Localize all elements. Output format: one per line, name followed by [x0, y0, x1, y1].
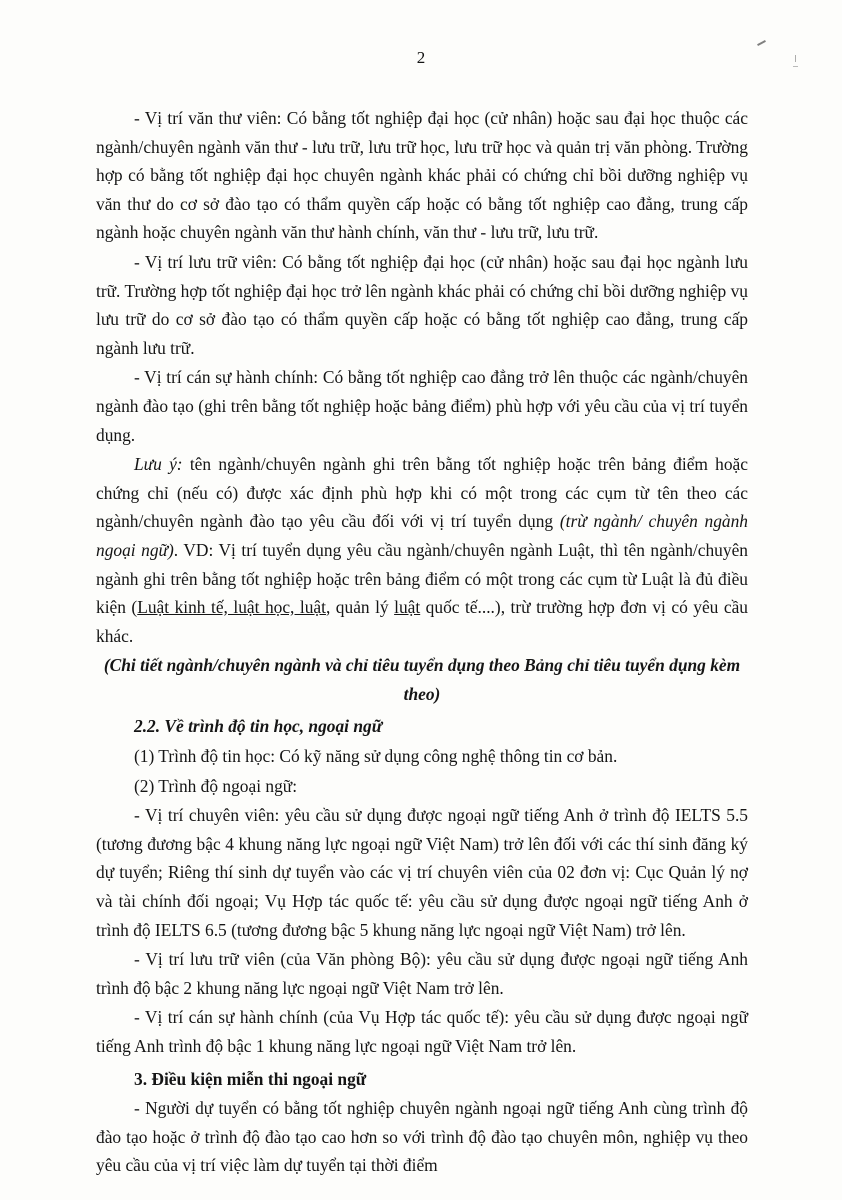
paragraph-can-su-hanh-chinh: - Vị trí cán sự hành chính: Có bằng tốt nghiệp cao đẳng trở lên thuộc các ngành/chuyên ngành đào tạo (ghi trên bằng tốt nghiệp hoặc bảng điểm) phù hợp với yêu cầu của vị trí tuyển dụng.	[96, 367, 748, 445]
note-text-4: quốc tế....), trừ trường hợp đơn vị có yêu cầu khác.	[96, 597, 748, 646]
note-underline-2: luật	[394, 597, 421, 618]
paragraph-luu-y	[96, 450, 748, 650]
note-label: Lưu ý:	[134, 454, 183, 475]
paragraph-luu-tru-vien: - Vị trí lưu trữ viên: Có bằng tốt nghiệp đại học (cử nhân) hoặc sau đại học ngành lưu trữ. Trường hợp tốt nghiệp đại học trở lên ngành khác phải có chứng chỉ bồi dưỡng nghiệp vụ lưu trữ do cơ sở đào tạo có thẩm quyền cấp hoặc có bằng tốt nghiệp cao đẳng, trung cấp ngành lưu trữ.	[96, 251, 748, 358]
note-underline-1: Luật kinh tế, luật học, luật	[137, 597, 326, 618]
paragraph-chuyen-vien: - Vị trí chuyên viên: yêu cầu sử dụng được ngoại ngữ tiếng Anh ở trình độ IELTS 5.5 (tương đương bậc 4 khung năng lực ngoại ngữ Việt Nam) trở lên đối với các thí sinh đăng ký dự tuyển; Riêng thí sinh dự tuyển vào các vị trí chuyên viên của 02 đơn vị: Cục Quản lý nợ và tài chính đối ngoại; Vụ Hợp tác quốc tế: yêu cầu sử dụng được ngoại ngữ tiếng Anh ở trình độ IELTS 6.5 (tương đương bậc 5 khung năng lực ngoại ngữ Việt Nam) trở lên.	[96, 805, 748, 940]
heading-2-2: 2.2. Về trình độ tin học, ngoại ngữ	[134, 716, 383, 737]
paragraph-mien-thi: - Người dự tuyển có bằng tốt nghiệp chuyên ngành ngoại ngữ tiếng Anh cùng trình độ đào tạo hoặc ở trình độ đào tạo cao hơn so với trình độ đào tạo chuyên môn, nghiệp vụ theo yêu cầu của vị trí việc làm dự tuyển tại thời điểm	[96, 1098, 748, 1176]
page-number: 2	[416, 48, 426, 67]
paragraph-chi-tiet-nganh: (Chi tiết ngành/chuyên ngành và chỉ tiêu tuyển dụng theo Bảng chỉ tiêu tuyển dụng kèm theo)	[103, 655, 741, 704]
paragraph-luu-tru-vien-ngoai-ngu: - Vị trí lưu trữ viên (của Văn phòng Bộ): yêu cầu sử dụng được ngoại ngữ tiếng Anh trình độ bậc 2 khung năng lực ngoại ngữ Việt Nam trở lên.	[96, 949, 748, 998]
paragraph-tin-hoc: (1) Trình độ tin học: Có kỹ năng sử dụng công nghệ thông tin cơ bản.	[134, 746, 618, 767]
heading-3: 3. Điều kiện miễn thi ngoại ngữ	[134, 1068, 367, 1089]
scan-artifact-icon	[793, 66, 798, 67]
note-exception: (trừ ngành/ chuyên ngành ngoại ngữ)	[96, 511, 748, 560]
scan-artifact-icon	[795, 55, 796, 62]
paragraph-can-su-hanh-chinh-ngoai-ngu: - Vị trí cán sự hành chính (của Vụ Hợp tác quốc tế): yêu cầu sử dụng được ngoại ngữ tiếng Anh trình độ bậc 1 khung năng lực ngoại ngữ Việt Nam trở lên.	[96, 1007, 748, 1056]
scan-artifact-icon	[757, 40, 766, 46]
note-text-1: tên ngành/chuyên ngành ghi trên bằng tốt nghiệp hoặc trên bảng điểm hoặc chứng chỉ (nếu có) được xác định phù hợp khi có một trong các cụm từ tên theo các ngành/chuyên ngành đào tạo yêu cầu đối với vị trí tuyển dụng	[96, 454, 748, 532]
document-body	[96, 104, 748, 1181]
note-text-3: , quản lý	[325, 597, 395, 618]
note-text-2: . VD: Vị trí tuyển dụng yêu cầu ngành/chuyên ngành Luật, thì tên ngành/chuyên ngành ghi trên bằng tốt nghiệp hoặc trên bảng điểm có một trong các cụm từ Luật là đủ điều kiện (	[96, 539, 748, 618]
paragraph-van-thu-vien: - Vị trí văn thư viên: Có bằng tốt nghiệp đại học (cử nhân) hoặc sau đại học thuộc các ngành/chuyên ngành văn thư - lưu trữ, lưu trữ học, lưu trữ học và quản trị văn phòng. Trường hợp có bằng tốt nghiệp đại học chuyên ngành khác phải có chứng chỉ bồi dưỡng nghiệp vụ văn thư do cơ sở đào tạo có thẩm quyền cấp hoặc có bằng tốt nghiệp cao đẳng, trung cấp ngành hoặc chuyên ngành văn thư hành chính, văn thư - lưu trữ, lưu trữ.	[96, 108, 748, 243]
paragraph-ngoai-ngu: (2) Trình độ ngoại ngữ:	[134, 775, 298, 796]
